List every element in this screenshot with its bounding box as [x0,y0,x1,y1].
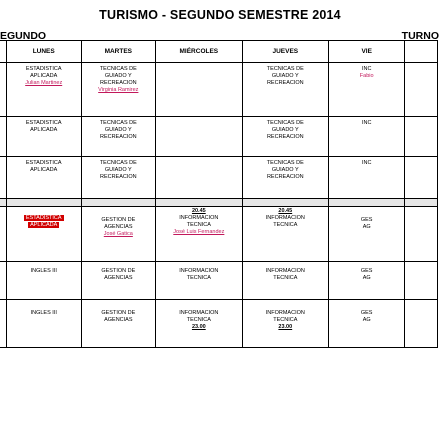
cell-martes: GESTION DE AGENCIAS José Gatica [81,207,156,262]
section-header-left: EGUNDO [0,30,47,42]
day-header-lunes: LUNES [6,41,81,63]
page-title: TURISMO - SEGUNDO SEMESTRE 2014 [99,8,341,22]
schedule-row [0,207,438,262]
cell-lunes: ESTADISTICA APLICADA Julian Martinez [6,63,81,117]
schedule-row [0,63,438,117]
cell-jueves: INFORMACION TECNICA 23.00 [242,300,328,348]
teacher-name: Fabio [359,73,374,79]
schedule-row [0,117,438,157]
class-time: 23.00 [191,324,206,330]
cell-lunes: INGLES III [6,300,81,348]
highlighted-course: APLICADA [30,222,58,228]
cell-viernes: GES AG [329,300,405,348]
schedule-row [0,157,438,199]
section-header-right: TURNO [401,30,439,42]
cell-jueves: INFORMACION TECNICA [242,262,328,300]
separator-row [0,199,438,207]
cell-jueves: TECNICAS DE GUIADO Y RECREACION [242,157,328,199]
cell-jueves: 20.45 INFORMACION TECNICA [242,207,328,262]
class-time: 23.00 [278,324,293,330]
schedule-row [0,300,438,348]
day-header-viernes: VIE [329,41,405,63]
cell-lunes: ESTADISTICA APLICADA [6,117,81,157]
class-time: 20.45 [278,208,293,214]
cell-miercoles [156,157,242,199]
teacher-name: José Gatica [103,231,133,237]
teacher-name: Julian Martinez [25,80,63,86]
cell-martes: TECNICAS DE GUIADO Y RECREACION Virginia Ramirez [81,63,156,117]
cell-martes: GESTION DE AGENCIAS [81,300,156,348]
cell-jueves: TECNICAS DE GUIADO Y RECREACION [242,117,328,157]
class-time: 20.45 [191,208,206,214]
schedule-row [0,262,438,300]
cell-viernes: INC Fabio [329,63,405,117]
cell-jueves: TECNICAS DE GUIADO Y RECREACION [242,63,328,117]
day-header-jueves: JUEVES [242,41,328,63]
cell-miercoles: INFORMACION TECNICA [156,262,242,300]
cell-miercoles: 20.45 INFORMACION TECNICA José Luis Fernandez [156,207,242,262]
cell-lunes: INGLES III [6,262,81,300]
teacher-name: Virginia Ramirez [98,87,139,93]
cell-martes: GESTION DE AGENCIAS [81,262,156,300]
cell-martes: TECNICAS DE GUIADO Y RECREACION [81,157,156,199]
highlighted-course: ESTADISTICA [25,215,62,221]
cell-lunes: ESTADISTICA APLICADA [6,157,81,199]
day-header-martes: MARTES [81,41,156,63]
empty-header [405,41,438,63]
cell-miercoles [156,63,242,117]
cell-viernes: GES AG [329,262,405,300]
cell-viernes: INC [329,117,405,157]
cell-viernes: GES AG [329,207,405,262]
cell-miercoles: INFORMACION TECNICA 23.00 [156,300,242,348]
cell-lunes [6,207,81,262]
schedule-table [0,40,438,348]
cell-martes: TECNICAS DE GUIADO Y RECREACION [81,117,156,157]
cell-miercoles [156,117,242,157]
cell-viernes: INC [329,157,405,199]
day-header-miercoles: MIÉRCOLES [156,41,242,63]
day-header-row [0,41,438,63]
teacher-name: José Luis Fernandez [173,229,225,235]
